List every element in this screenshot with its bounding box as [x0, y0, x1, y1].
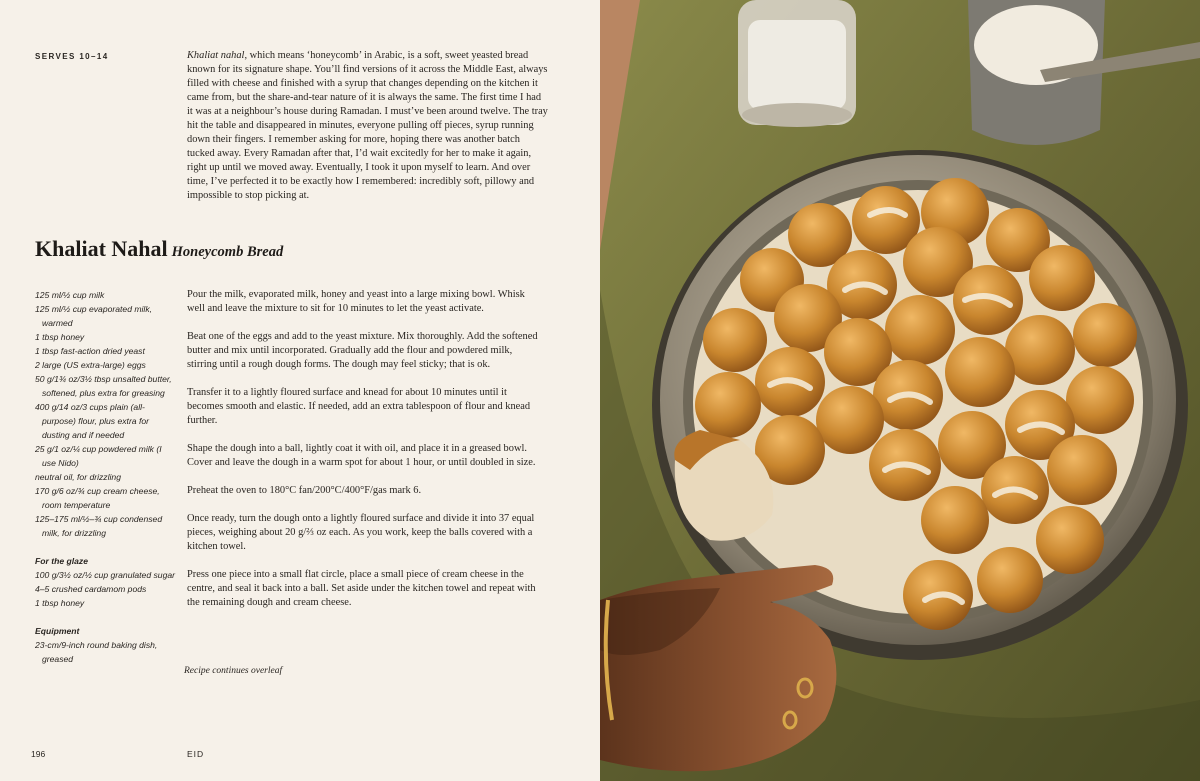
list-spacer [35, 540, 175, 554]
intro-text [187, 49, 549, 203]
method-step: Once ready, turn the dough onto a lightly floured surface and divide it into 37 equal pieces, weighing about 20 g/⅔ oz each. As you work, keep the balls covered with a kitchen towel. [187, 513, 535, 552]
ingredient-item: 25 g/1 oz/¼ cup powdered milk (I use Nido) [35, 444, 162, 468]
equipment-heading: Equipment [35, 626, 80, 636]
method-step: Transfer it to a lightly floured surface and knead for about 10 minutes until it becomes smooth and elastic. If needed, add an extra tablespoon of flour and knead further. [187, 387, 531, 426]
section-name: EID [187, 749, 205, 759]
recipe-subtitle: Honeycomb Bread [171, 244, 284, 260]
intro-body: , which means ‘honeycomb’ in Arabic, is a soft, sweet yeasted bread known for its signature shape. You’ll find versions of it across the Middle East, always filled with cheese and finished with a syrup that changes depending on the kitchen it came from, but the share-and-tear nature of it is always the same. The first time I had it was at a neighbour’s house during Ramadan. I must’ve been around twelve. The tray hit the table and disappeared in minutes, everyone pulling off pieces, syrup running down their fingers. I remember asking for more, hoping there was another batch tucked away. Every Ramadan after that, I’d wait excitedly for her to make it again, right up until we moved away. Eventually, I took it upon myself to learn. And over time, I’ve perfected it to be exactly how I remembered: incredibly soft, pillowy and impossible to stop picking at. [187, 50, 548, 201]
ingredient-item: neutral oil, for drizzling [35, 472, 121, 482]
method-step: Beat one of the eggs and add to the yeast mixture. Mix thoroughly. Add the softened butter and mix until incorporated. Gradually add the flour and powdered milk, stirring until a rough dough forms. The dough may feel sticky; that is ok. [187, 331, 538, 370]
page-number: 196 [31, 749, 46, 759]
method-step: Shape the dough into a ball, lightly coat it with oil, and place it in a greased bowl. Cover and leave the dough in a warm spot for about 1 hour, or until doubled in size. [187, 443, 536, 468]
glaze-item: 4–5 crushed cardamom pods [35, 584, 147, 594]
serves-label: SERVES 10–14 [35, 52, 109, 61]
ingredient-item: 2 large (US extra-large) eggs [35, 360, 146, 370]
ingredient-item: 400 g/14 oz/3 cups plain (all-purpose) flour, plus extra for dusting and if needed [35, 402, 149, 440]
honeycomb-bread-photo [600, 0, 1200, 781]
ingredients-list [35, 288, 175, 666]
method-steps [187, 288, 543, 624]
glaze-heading: For the glaze [35, 556, 89, 566]
glaze-item: 1 tbsp honey [35, 598, 85, 608]
continues-note: Recipe continues overleaf [184, 666, 283, 676]
ingredient-item: 170 g/6 oz/¾ cup cream cheese, room temperature [35, 486, 160, 510]
equipment-item: 23-cm/9-inch round baking dish, greased [35, 640, 158, 664]
intro-lead: Khaliat nahal [187, 50, 245, 61]
list-spacer [35, 610, 175, 624]
ingredient-item: 1 tbsp fast-action dried yeast [35, 346, 145, 356]
method-step: Preheat the oven to 180°C fan/200°C/400°F/gas mark 6. [187, 485, 422, 496]
glaze-item: 100 g/3½ oz/½ cup granulated sugar [35, 570, 175, 580]
ingredient-item: 50 g/1¾ oz/3½ tbsp unsalted butter, softened, plus extra for greasing [35, 374, 172, 398]
recipe-title [35, 236, 555, 262]
ingredient-item: 125 ml/½ cup evaporated milk, warmed [35, 304, 153, 328]
ingredient-item: 125 ml/½ cup milk [35, 290, 105, 300]
method-step: Pour the milk, evaporated milk, honey and yeast into a large mixing bowl. Whisk well and leave the mixture to sit for 10 minutes to let the yeast activate. [187, 289, 525, 314]
ingredient-item: 125–175 ml/½–¾ cup condensed milk, for drizzling [35, 514, 163, 538]
recipe-title-main: Khaliat Nahal [35, 236, 168, 261]
ingredient-item: 1 tbsp honey [35, 332, 85, 342]
jar [738, 0, 856, 127]
method-step: Press one piece into a small flat circle, place a small piece of cream cheese in the centre, and seal it back into a ball. Set aside under the kitchen towel and repeat with the remaining dough and cream cheese. [187, 569, 536, 608]
